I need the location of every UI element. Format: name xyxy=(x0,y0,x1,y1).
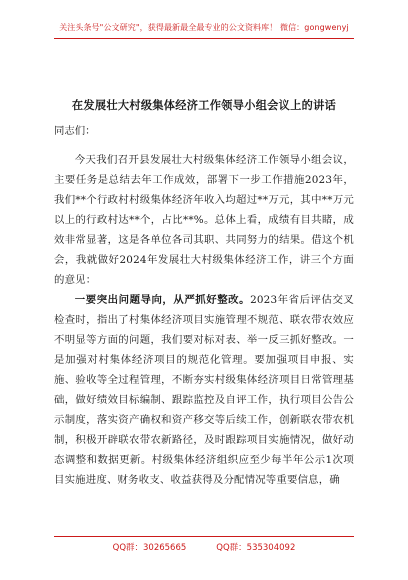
document-title: 在发展壮大村级集体经济工作领导小组会议上的讲话 xyxy=(71,98,337,112)
paragraph xyxy=(54,290,354,490)
greeting: 同志们： xyxy=(54,125,96,137)
footer-qq-group-1: QQ群：30265665 xyxy=(112,543,187,553)
footer xyxy=(0,541,408,553)
document-body xyxy=(54,150,354,490)
header-note: 关注头条号"公文研究"，获得最新最全最专业的公文资料库！ 微信：gongwenyj xyxy=(59,23,349,32)
paragraph-lead: 一要突出问题导向，从严抓好整改。 xyxy=(74,294,251,306)
footer-qq-group-2: QQ群：535304092 xyxy=(216,543,296,553)
paragraph-text: 2023年省后评估交叉检查时，指出了村集体经济项目实施管理不规范、联农带农效应不明显等方面的问题，我们要对标对表、举一反三抓好整改。一是加强对村集体经济项目的规范化管理。要加强项目申报、实施、验收等全过程管理，不断夯实村级集体经济项目日常管理基础，做好绩效目标编制、跟踪监控及自评工作，执行项目公告公示制度，落实资产确权和资产移交等后续工作，创新联农带农机制，积极开辟联农带农新路径，及时跟踪项目实施情况，做好动态调整和数据更新。村级集体经济组织应至少每半年公示1次项目实施进度、财务收支、收益获得及分配情况等重要信息，确 xyxy=(54,294,354,486)
paragraph: 今天我们召开县发展壮大村级集体经济工作领导小组会议，主要任务是总结去年工作成效，部署下一步工作措施2023年，我们**个行政村村级集体经济年收入均超过**万元，其中**万元以上的行政村达**个，占比**%。总体上看，成绩有目共睹，成效非常显著，这是各单位各司其职、共同努力的结果。借这个机会，我就做好2024年发展壮大村级集体经济工作，讲三个方面的意见： xyxy=(54,154,354,286)
header-divider xyxy=(54,38,354,39)
footer-divider xyxy=(54,536,354,537)
